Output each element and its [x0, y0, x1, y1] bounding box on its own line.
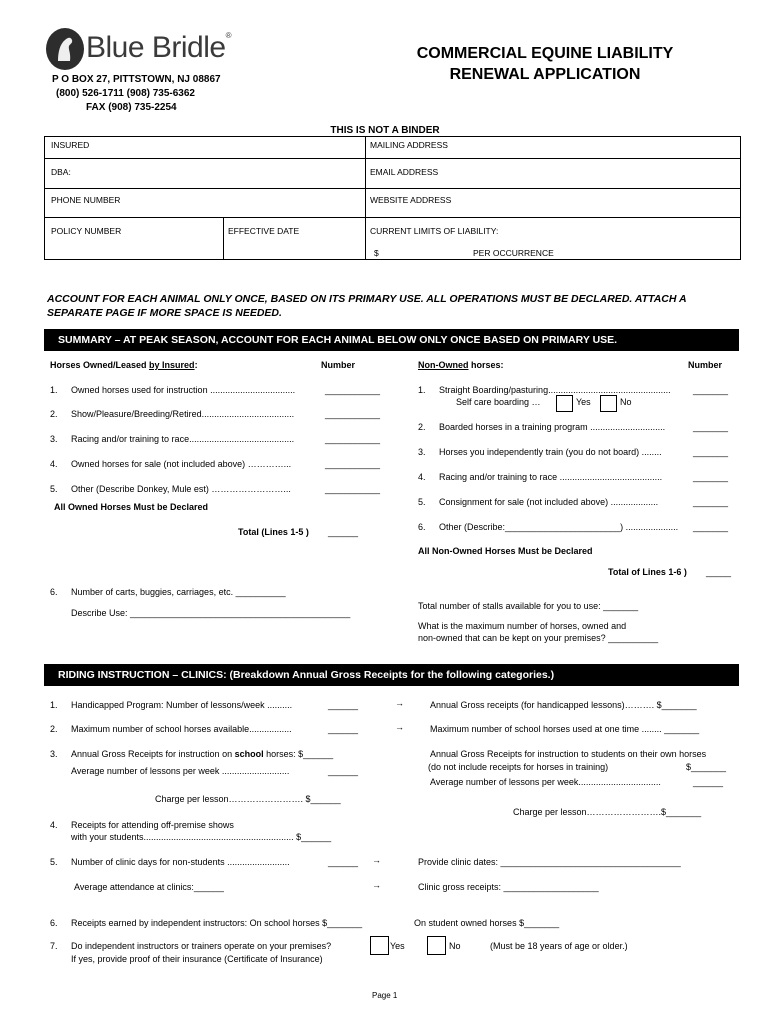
- owned-item-1-label: Owned horses used for instruction ..................................: [71, 385, 296, 395]
- off-premise-shows-label: Receipts for attending off-premise shows: [71, 820, 234, 830]
- non-owned-declared-note: All Non-Owned Horses Must be Declared: [418, 546, 593, 556]
- non-owned-item-3-label: Horses you independently train (you do not board) ........: [439, 447, 662, 457]
- self-care-no-checkbox[interactable]: [600, 395, 617, 412]
- non-owned-item-6-number[interactable]: _______: [693, 522, 729, 532]
- self-care-yes-checkbox[interactable]: [556, 395, 573, 412]
- non-owned-number-heading: Number: [688, 360, 723, 370]
- carts-field[interactable]: Number of carts, buggies, carriages, etc. __________: [71, 587, 286, 597]
- per-occurrence-label: PER OCCURRENCE: [473, 248, 554, 258]
- riding-item-6: 6.: [50, 918, 58, 928]
- non-owned-item-5-number[interactable]: _______: [693, 497, 729, 507]
- school-horses-label: Maximum number of school horses available.................: [71, 724, 292, 734]
- logo-text: Blue Bridle®: [86, 31, 231, 64]
- independent-no-label: No: [449, 941, 461, 951]
- non-owned-item-4: 4.: [418, 472, 426, 482]
- stalls-field[interactable]: Total number of stalls available for you to use: _______: [418, 601, 639, 611]
- dba-field[interactable]: DBA:: [51, 167, 71, 177]
- owned-declared-note: All Owned Horses Must be Declared: [54, 502, 209, 512]
- avg-lessons-field[interactable]: ______: [328, 766, 359, 776]
- clinic-gross-receipts-field[interactable]: Clinic gross receipts: ___________________: [418, 882, 599, 892]
- own-horse-receipts-field[interactable]: $_______: [686, 762, 727, 772]
- arrow-icon: →: [372, 855, 381, 865]
- owned-horses-heading: Horses Owned/Leased by Insured:: [50, 360, 198, 370]
- age-requirement-note: (Must be 18 years of age or older.): [490, 941, 628, 951]
- riding-item-4: 4.: [50, 820, 58, 830]
- non-owned-item-4-label: Racing and/or training to race .........................................: [439, 472, 663, 482]
- owned-total-field[interactable]: ______: [328, 527, 359, 537]
- company-address: P O BOX 27, PITTSTOWN, NJ 08867 (800) 526-1711 (908) 735-6362 FAX (908) 735-2254: [52, 74, 221, 113]
- clinic-dates-field[interactable]: Provide clinic dates: ____________________________________: [418, 857, 681, 867]
- owned-item-4-number[interactable]: ___________: [325, 459, 381, 469]
- proof-of-insurance-note: If yes, provide proof of their insurance (Certificate of Insurance): [71, 954, 323, 964]
- own-horse-receipts-label: Annual Gross Receipts for instruction to students on their own horses: [430, 749, 707, 759]
- owned-item-2-label: Show/Pleasure/Breeding/Retired.....................................: [71, 409, 295, 419]
- non-owned-item-6-label: Other (Describe:_______________________) .....................: [439, 522, 679, 532]
- riding-item-5: 5.: [50, 857, 58, 867]
- phone-number-field[interactable]: PHONE NUMBER: [51, 195, 121, 205]
- not-binder-notice: THIS IS NOT A BINDER: [330, 125, 440, 136]
- arrow-icon: →: [395, 722, 404, 732]
- handicapped-receipts-field[interactable]: Annual Gross receipts (for handicapped lessons)………. $_______: [430, 700, 697, 710]
- handicapped-lessons-field[interactable]: ______: [328, 700, 359, 710]
- logo-horse-icon: [46, 28, 84, 70]
- riding-item-1: 1.: [50, 700, 58, 710]
- clinic-days-label: Number of clinic days for non-students .........................: [71, 857, 290, 867]
- independent-instructors-question: Do independent instructors or trainers operate on your premises?: [71, 941, 332, 951]
- owned-item-5-label: Other (Describe Donkey, Mule est) ……………………...: [71, 484, 291, 494]
- liability-dollar-field[interactable]: $: [374, 248, 379, 258]
- max-horses-label: What is the maximum number of horses, owned and: [418, 621, 627, 631]
- policy-number-field[interactable]: POLICY NUMBER: [51, 226, 122, 236]
- owned-item-2: 2.: [50, 409, 58, 419]
- own-horse-charge-per-lesson-field[interactable]: Charge per lesson…………………….$_______: [513, 807, 702, 817]
- handicapped-lessons-label: Handicapped Program: Number of lessons/week ..........: [71, 700, 293, 710]
- non-owned-item-2-label: Boarded horses in a training program ..............................: [439, 422, 666, 432]
- owned-item-4-label: Owned horses for sale (not included above) …………...: [71, 459, 292, 469]
- owned-item-1: 1.: [50, 385, 58, 395]
- non-owned-item-5: 5.: [418, 497, 426, 507]
- self-care-no-label: No: [620, 397, 632, 407]
- max-horses-field[interactable]: non-owned that can be kept on your premises? __________: [418, 633, 659, 643]
- owned-item-3-label: Racing and/or training to race..........................................: [71, 434, 295, 444]
- non-owned-item-1: 1.: [418, 385, 426, 395]
- max-school-horses-field[interactable]: Maximum number of school horses used at one time ........ _______: [430, 724, 700, 734]
- riding-instruction-section-header: RIDING INSTRUCTION – CLINICS: (Breakdown Annual Gross Receipts for the following categories.): [44, 664, 739, 686]
- carts-item-number: 6.: [50, 587, 58, 597]
- independent-no-checkbox[interactable]: [427, 936, 446, 955]
- mailing-address-field[interactable]: MAILING ADDRESS: [370, 140, 448, 150]
- independent-yes-label: Yes: [390, 941, 405, 951]
- insured-field[interactable]: INSURED: [51, 140, 90, 150]
- non-owned-item-2-number[interactable]: _______: [693, 422, 729, 432]
- arrow-icon: →: [372, 880, 381, 890]
- non-owned-item-1-label: Straight Boarding/pasturing.................................................: [439, 385, 671, 395]
- owned-item-2-number[interactable]: ___________: [325, 409, 381, 419]
- own-horse-receipts-note: (do not include receipts for horses in training): [428, 762, 609, 772]
- riding-item-3: 3.: [50, 749, 58, 759]
- non-owned-total-label: Total of Lines 1-6 ): [608, 567, 687, 577]
- owned-item-1-number[interactable]: ___________: [325, 385, 381, 395]
- independent-school-horses-field[interactable]: Receipts earned by independent instructors: On school horses $_______: [71, 918, 363, 928]
- non-owned-item-6: 6.: [418, 522, 426, 532]
- self-care-label: Self care boarding …: [456, 397, 541, 407]
- non-owned-total-field[interactable]: _____: [706, 567, 732, 577]
- non-owned-item-5-label: Consignment for sale (not included above) ...................: [439, 497, 659, 507]
- school-receipts-field[interactable]: Annual Gross Receipts for instruction on school horses: $______: [71, 749, 334, 759]
- non-owned-item-4-number[interactable]: _______: [693, 472, 729, 482]
- own-horse-avg-lessons-label: Average number of lessons per week.................................: [430, 777, 661, 787]
- summary-section-header: SUMMARY – AT PEAK SEASON, ACCOUNT FOR EACH ANIMAL BELOW ONLY ONCE BASED ON PRIMARY USE.: [44, 329, 739, 351]
- off-premise-shows-field[interactable]: with your students............................................................ $______: [71, 832, 332, 842]
- email-address-field[interactable]: EMAIL ADDRESS: [370, 167, 439, 177]
- liability-limits-label: CURRENT LIMITS OF LIABILITY:: [370, 226, 499, 236]
- independent-student-horses-field[interactable]: On student owned horses $_______: [414, 918, 560, 928]
- non-owned-item-2: 2.: [418, 422, 426, 432]
- arrow-icon: →: [395, 698, 404, 708]
- avg-attendance-field[interactable]: Average attendance at clinics:______: [74, 882, 224, 892]
- website-address-field[interactable]: WEBSITE ADDRESS: [370, 195, 452, 205]
- owned-number-heading: Number: [321, 360, 356, 370]
- owned-item-5: 5.: [50, 484, 58, 494]
- declaration-warning: ACCOUNT FOR EACH ANIMAL ONLY ONCE, BASED ON ITS PRIMARY USE. ALL OPERATIONS MUST BE DECLARED. ATTACH A SEPARATE PAGE IF MORE SPACE IS NEEDED.: [47, 293, 687, 319]
- policy-info-table: [44, 136, 741, 260]
- non-owned-horses-heading: Non-Owned horses:: [418, 360, 504, 370]
- owned-item-3: 3.: [50, 434, 58, 444]
- owned-total-label: Total (Lines 1-5 ): [238, 527, 309, 537]
- non-owned-item-1-number[interactable]: _______: [693, 385, 729, 395]
- riding-item-7: 7.: [50, 941, 58, 951]
- non-owned-item-3: 3.: [418, 447, 426, 457]
- describe-use-field[interactable]: Describe Use: ____________________________________________: [71, 608, 351, 618]
- owned-item-5-number[interactable]: ___________: [325, 484, 381, 494]
- owned-item-3-number[interactable]: ___________: [325, 434, 381, 444]
- owned-item-4: 4.: [50, 459, 58, 469]
- page-number: Page 1: [372, 991, 398, 1000]
- school-charge-per-lesson-field[interactable]: Charge per lesson……………………. $______: [155, 794, 341, 804]
- document-title: COMMERCIAL EQUINE LIABILITY RENEWAL APPLICATION: [416, 45, 674, 83]
- self-care-yes-label: Yes: [576, 397, 591, 407]
- school-horses-field[interactable]: ______: [328, 724, 359, 734]
- clinic-days-field[interactable]: ______: [328, 857, 359, 867]
- own-horse-avg-lessons-field[interactable]: ______: [693, 777, 724, 787]
- effective-date-field[interactable]: EFFECTIVE DATE: [228, 226, 300, 236]
- riding-item-2: 2.: [50, 724, 58, 734]
- independent-yes-checkbox[interactable]: [370, 936, 389, 955]
- avg-lessons-label: Average number of lessons per week ...........................: [71, 766, 290, 776]
- non-owned-item-3-number[interactable]: _______: [693, 447, 729, 457]
